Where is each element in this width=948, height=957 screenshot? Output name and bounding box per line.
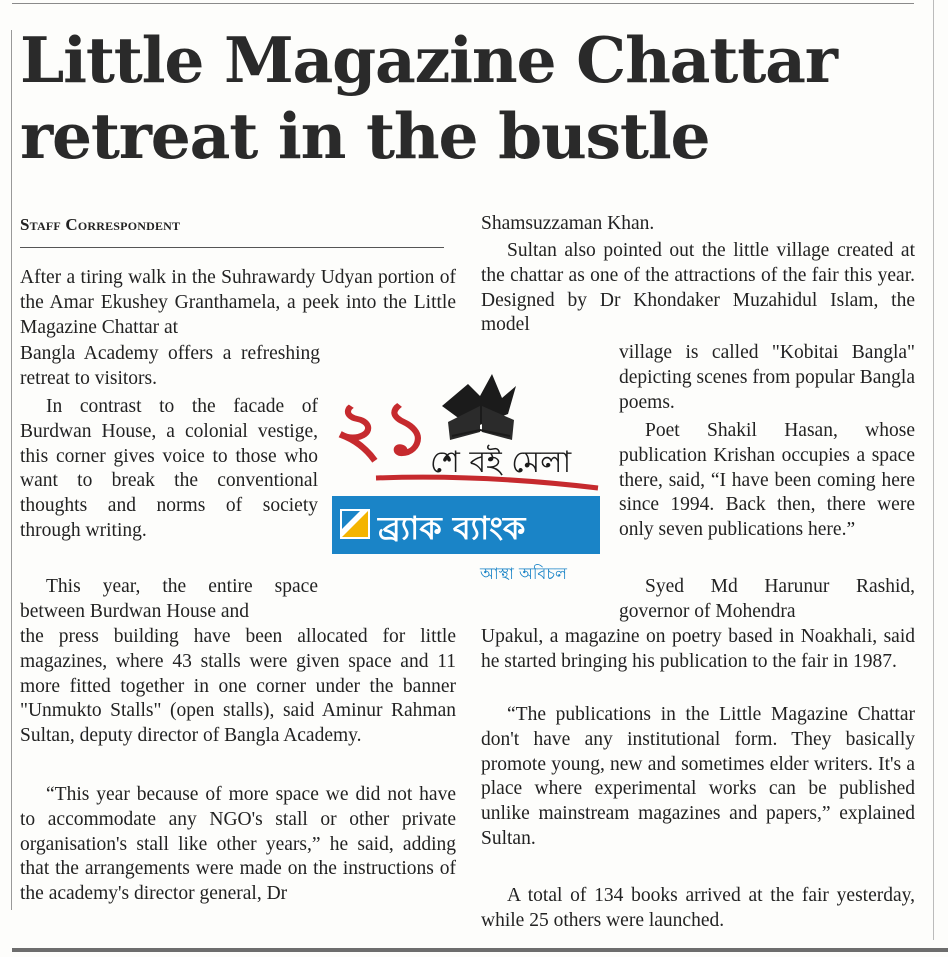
headline: Little Magazine Chattar retreat in the bustle <box>20 23 837 173</box>
col1-para-1: After a tiring walk in the Suhrawardy Udyan portion of the Amar Ekushey Granthamela, a peek into the Little Magazine Chattar at <box>20 267 456 338</box>
col1-para-2: Bangla Academy offers a refreshing retreat to visitors. <box>20 343 320 389</box>
byline-text: Staff Correspondent <box>20 215 181 234</box>
col1-para-4: This year, the entire space between Burdwan House and <box>20 576 318 622</box>
col1-para-6: “This year because of more space we did not have to accommodate any NGO's stall or other private organisation's stall like other years,” he said, adding that the arrangements were made on the instructions of the academy's director general, Dr <box>20 784 456 905</box>
col2-para-2: Sultan also pointed out the little village created at the chattar as one of the attractions of the fair this year. Designed by Dr Khondaker Muzahidul Islam, the model <box>481 240 915 336</box>
advertisement <box>330 366 612 586</box>
fair-name: শে বই মেলা <box>430 445 572 480</box>
right-column-rule <box>933 0 934 940</box>
fair-number: ২১ <box>334 386 431 472</box>
col2-para-1: Shamsuzzaman Khan. <box>481 213 655 234</box>
byline-rule <box>20 247 444 248</box>
bottom-rule <box>12 948 948 952</box>
book-emblem-icon <box>442 374 516 440</box>
col2-para-5: Syed Md Harunur Rashid, governor of Mohendra <box>619 576 915 622</box>
bank-logo-icon <box>340 509 370 539</box>
col2-para-7: “The publications in the Little Magazine Chattar don't have any institutional form. They basically promote young, new and sometimes elder writers. It's a place where experimental works can be published unlike mainstream magazines and papers,” explained Sultan. <box>481 704 915 849</box>
col1-para-5: the press building have been allocated for little magazines, where 43 stalls were given space and 11 more fitted together in one corner under the banner "Unmukto Stalls" (open stalls), said Aminur Rahman Sultan, deputy director of Bangla Academy. <box>20 626 456 747</box>
col2-para-3: village is called "Kobitai Bangla" depicting scenes from popular Bangla poems. <box>619 342 915 413</box>
bank-tagline: আস্থা অবিচল <box>480 564 567 583</box>
advertisement-graphic <box>330 366 612 586</box>
top-rule <box>12 3 914 4</box>
col2-para-4: Poet Shakil Hasan, whose publication Krishan occupies a space there, said, “I have been coming here since 1994. Back then, there were only seven publications here.” <box>619 420 915 541</box>
col1-para-3: In contrast to the facade of Burdwan House, a colonial vestige, this corner gives voice to those who want to break the conventional thoughts and norms of society through writing. <box>20 396 318 541</box>
bank-name: ব্র্যাক ব্যাংক <box>378 509 526 547</box>
byline <box>20 215 180 235</box>
col2-para-6: Upakul, a magazine on poetry based in Noakhali, said he started bringing his publication to the fair in 1987. <box>481 626 915 672</box>
col2-para-8: A total of 134 books arrived at the fair yesterday, while 25 others were launched. <box>481 885 915 931</box>
left-column-rule <box>11 30 12 910</box>
